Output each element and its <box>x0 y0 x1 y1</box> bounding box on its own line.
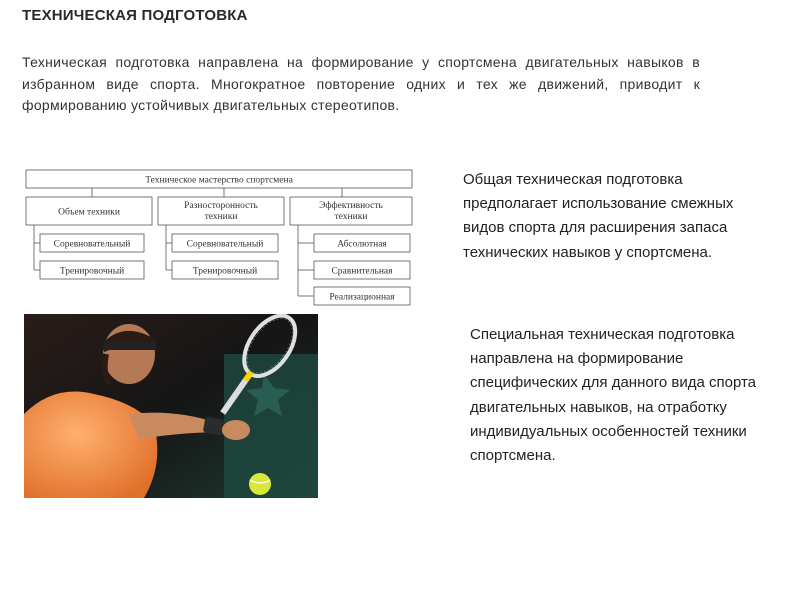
tennis-player-photo <box>24 314 318 498</box>
special-training-paragraph: Специальная техническая подготовка направлена на формирование специфических для данного вида спорта двигательных навыков, на отработку индивидуальных особенностей техники спортсмена. <box>470 326 757 465</box>
diagram-col3-item-2: Сравнительная <box>331 266 393 277</box>
diagram-col2-head-line1: Разносторонность <box>184 201 258 211</box>
tennis-player-image <box>24 314 318 498</box>
diagram-col3-head-line2: техники <box>334 212 368 222</box>
diagram-col1-head: Объем техники <box>58 207 120 218</box>
diagram-col2-head-line2: техники <box>204 212 238 222</box>
intro-paragraph: Техническая подготовка направлена на формирование у спортсмена двигательных навыков в избранном виде спорта. Многократное повторение одних и тех же движений, приводит к формированию устойчивых двигательных стереотипов. <box>22 54 700 113</box>
page-title: ТЕХНИЧЕСКАЯ ПОДГОТОВКА <box>22 7 248 24</box>
diagram-col3-head-line1: Эффективность <box>319 201 383 211</box>
technical-mastery-diagram <box>24 168 414 308</box>
diagram-svg <box>24 168 414 308</box>
general-training-paragraph: Общая техническая подготовка предполагает использование смежных видов спорта для расширения запаса технических навыков у спортсмена. <box>463 171 734 261</box>
diagram-col1-item-1: Соревновательный <box>53 239 131 250</box>
diagram-root-label: Техническое мастерство спортсмена <box>145 175 293 186</box>
diagram-col2-item-1: Соревновательный <box>186 239 264 250</box>
diagram-col2-item-2: Тренировочный <box>192 266 258 277</box>
diagram-col1-item-2: Тренировочный <box>59 266 125 277</box>
diagram-col3-item-3: Реализационная <box>329 292 395 303</box>
diagram-col3-item-1: Абсолютная <box>337 239 387 250</box>
